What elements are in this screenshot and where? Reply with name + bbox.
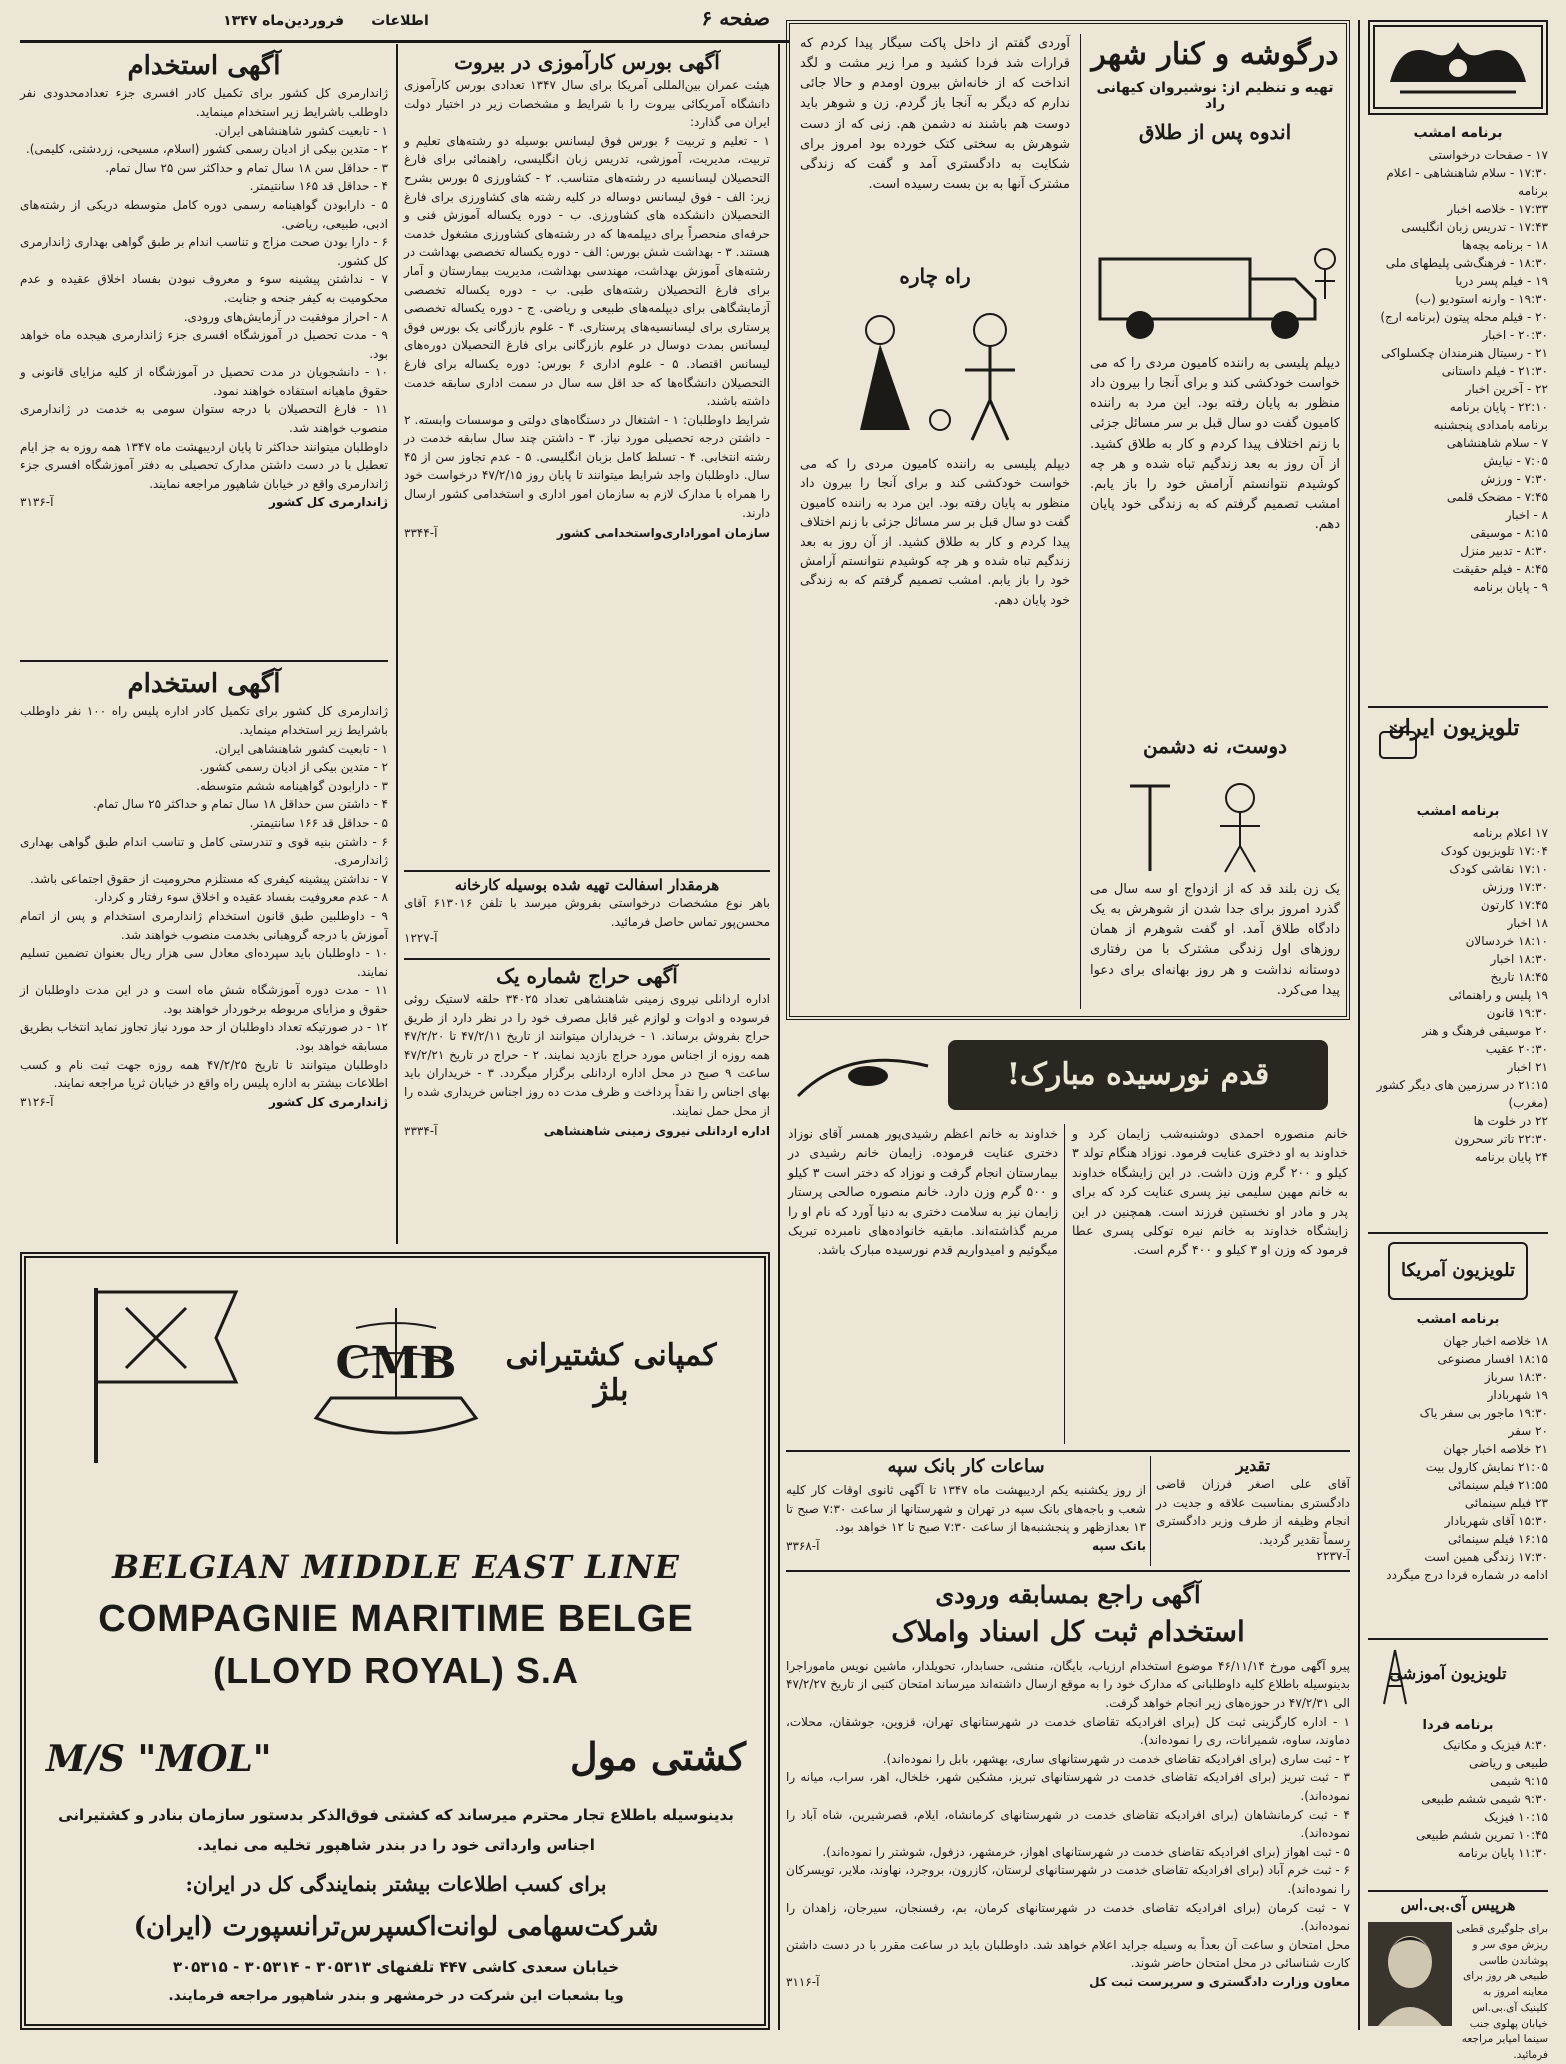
rule	[786, 1450, 1350, 1452]
commendation-text: آقای علی اصغر فرزان قاضی دادگستری بمناسبت علاقه و جدیت در انجام وظیفه از طرف وزیر دادگستری رسماً تقدیر گردید.	[1156, 1477, 1350, 1547]
bourse-title: آگهی بورس کارآموزی در بیروت	[454, 50, 720, 74]
radio-list	[1368, 146, 1548, 706]
ship-text-2: اجناس وارداتی خود را در بندر شاهپور تخلیه می نماید.	[197, 1836, 595, 1854]
births-text-left: خداوند به خانم اعظم رشیدی‌پور همسر آقای نوزاد دختری عنایت فرموده. زایمان خانم رشیدی در بیمارستان انجام گرفت و نوزاد که دختر است ۳ کیلو و ۵۰۰ گرم وزن دارد. خانم منصوره صالحی پرستار زایمان نیز به سلامت دختری به دنیا آورد که نام او را مریم گذاشته‌اند. مابقیه خانواده‌های نامبرده تبریک میگوئیم و امیدواریم قدم نورسیده مبارک باشد.	[788, 1126, 1059, 1258]
bank-sign: بانک سپه	[1092, 1538, 1146, 1553]
story2-heading	[800, 264, 1070, 298]
masthead-date-block	[22, 10, 344, 40]
job2-code: آ-۳۱۲۶	[20, 1094, 54, 1109]
job1-condition-item: ۲ - متدین بیکی از ادیان رسمی کشور (اسلام، مسیحی، زردشتی، کلیمی).	[25, 142, 388, 157]
job2-condition-item: ۲ - متدین بیکی از ادیان رسمی کشور.	[199, 760, 388, 775]
story2-title: راه چاره	[899, 264, 971, 288]
tv-third-program-item: طبیعی و ریاضی	[1469, 1756, 1548, 1770]
job1-code: آ-۳۱۳۶	[20, 495, 54, 510]
job1-condition-item: ۴ - حداقل قد ۱۶۵ سانتیمتر.	[249, 179, 388, 194]
tv-iran-logo	[1378, 714, 1538, 794]
auction-title: آگهی حراج شماره یک	[496, 964, 678, 988]
tv-america-program-item: ۱۹ شهربادار	[1487, 1388, 1548, 1402]
truck-cartoon	[1090, 229, 1340, 349]
radio-program-item: ۱۸:۳۰ - فرهنگ‌شی پلیطهای ملی	[1385, 256, 1548, 270]
masthead-date: فروردین‌ماه ۱۳۴۷	[223, 13, 344, 29]
story1-text: دیپلم پلیسی به راننده کامیون مردی را که می خواست خودکشی کند و برای آنجا را بیرون داد منظور به پایان رفته بود. این مرد به راننده کامیون گفت دو سال قبل بر سر مسائل جزئی با زنم اختلاف پیدا کردم و کار به طلاق کشید. از آن روز به بعد زندگیم تباه شده و هر چه کوشیدم نتوانستم آرامش خود را باز یابم. امشب تصمیم گرفتم که به زندگی خود پایان دهم.	[1090, 356, 1340, 533]
rule	[1368, 706, 1548, 708]
tv-america-program-item: ۲۳ فیلم سینمائی	[1464, 1496, 1548, 1510]
column-rule	[1358, 20, 1360, 2030]
bank-hours-text: از روز یکشنبه یکم اردیبهشت ماه ۱۳۴۷ تا آگهی ثانوی اوقات کار کلیه شعب و باجه‌های بانک سپه در تهران و شهرستانها از ساعت ۷:۳۰ صبح تا ۱۳ بعدازظهر و پنجشنبه‌ها از ساعت ۷:۳۰ صبح تا ۱۲ خواهد بود.	[786, 1483, 1146, 1535]
tv-radio-column	[1368, 20, 1548, 2061]
births-banner-plate	[948, 1040, 1328, 1110]
tv-third-program-item: ۱۰:۱۵ فیزیک	[1484, 1810, 1548, 1824]
radio-program-item: ۸:۴۵ - فیلم حقیقت	[1452, 562, 1548, 576]
job2-condition-item: ۱۰ - داوطلبان باید سپرده‌ای معادل سی هزار ریال بعنوان تضمین تسلیم نمایند.	[20, 946, 388, 979]
radio-program-item: ۸:۱۵ - موسیقی	[1470, 526, 1548, 540]
tv-iran-program-item: ۱۷ اعلام برنامه	[1472, 826, 1548, 840]
job1-condition-item: ۹ - مدت تحصیل در آموزشگاه افسری جزء ژاندارمری هیجده ماه خواهد بود.	[20, 328, 388, 361]
tv-america-program-item: ۱۵:۳۰ آقای شهربادار	[1444, 1514, 1548, 1528]
bourse-notice	[404, 48, 770, 868]
figure-cartoon	[1090, 776, 1340, 876]
bourse-text: ۱ - تعلیم و تربیت ۶ بورس فوق لیسانس بوسیله دو رشته‌های تعلیم و تربیت، مدیریت، آموزشی، تدریس زبان انگلیسی، راهنمائی برای فارغ التحصیلان لیسانسیه در رشته‌های متناسب. ۲ - کشاورزی ۵ بورس بشرح زیر: الف - فوق لیسانس دوساله در کلیه رشته های کشاورزی برای فارغ التحصیلان دانشکده های کشاورزی. ب - دوره یکساله آموزش فنی و حرفه‌ای منحصراً برای دیپلمه‌ها که در رشته‌های کشاورزی مشغول خدمت هستند. ۳ - بهداشت شش بورس: الف - دوره یکساله تخصصی بهداشت در رشته‌های آموزش بهداشت، مهندسی بهداشت، مدیریت بیمارستان و آمار برای فارغ التحصیلان رشته‌های طبی. ب - دوره یکساله تخصصی آزمایشگاهی برای دیپلمه‌های طبیعی و ریاضی. ج - دوره یکساله تخصصی پرستاری برای لیسانسیه‌های پرستاری. ۴ - علوم بازرگانی یک بورس فوق لیسانس بمدت دوسال در علوم بازرگانی برای فارغ التحصیلان دوره‌های لیسانس اقتصاد. ۵ - علوم اداری ۶ بورس: دوره یکساله برای فارغ التحصیلان دانشگاه‌ها که حد اقل سه سال در سمت اداری سابقه خدمت داشته باشند.	[404, 133, 770, 409]
radio-program-item: ۲۲ - آخرین اخبار	[1465, 382, 1548, 396]
job-ad-1	[20, 48, 388, 658]
births-text-right: خانم منصوره احمدی دوشنبه‌شب زایمان کرد و خداوند به او دختری عنایت فرمود. نوزاد هنگام تولد ۳ کیلو و ۲۰۰ گرم وزن داشت. در این زایشگاه خداوند به خانم مهین سلیمی نیز پسری عنایت کرد که برای پدر و مادر او نخستین فرزند است. همچنین در این زایشگاه خداوند به خانم نیره توکلی پسری عطا فرمود که وزن او ۳ کیلو و ۴۰۰ گرم است.	[1072, 1126, 1348, 1258]
ship-company-fr2: (LLOYD ROYAL) S.A	[213, 1650, 579, 1691]
radio-program-item: ۷:۳۰ - ورزش	[1480, 472, 1548, 486]
stork-icon	[788, 1036, 938, 1112]
story3-heading	[1090, 734, 1340, 774]
radio-program-item: ۱۸ - برنامه بچه‌ها	[1462, 238, 1548, 252]
tv-iran-program-item: ۲۱ اخبار	[1507, 1060, 1548, 1074]
radio-program-item: ۱۷:۳۳ - خلاصه اخبار	[1447, 202, 1548, 216]
ship-agent: شرکت‌سهامی لوانت‌اکسپرس‌ترانسپورت (ایران)	[133, 1912, 659, 1942]
job2-condition-item: ۸ - عدم معروفیت بفساد عقیده و اخلاق سوء رفتار و کردار.	[94, 890, 388, 905]
city-corner-box	[786, 20, 1350, 1020]
job1-condition-item: ۳ - حداقل سن ۱۸ سال تمام و حداکثر سن ۲۵ سال تمام.	[105, 160, 388, 175]
tv-america-list	[1368, 1332, 1548, 1632]
job1-intro: ژاندارمری کل کشور برای تکمیل کادر افسری جزء تعدادمحدودی نفر داوطلب باشرایط زیر استخدام مینماید.	[20, 86, 388, 119]
job2-condition-item: ۵ - حداقل قد ۱۶۶ سانتیمتر.	[249, 815, 388, 830]
radio-program-item: ۱۷:۴۳ - تدریس زبان انگلیسی	[1401, 220, 1548, 234]
exam-location-item: ۴ - ثبت کرمانشاهان (برای افرادیکه تقاضای خدمت در شهرستانهای کرمانشاه، ایلام، قصرشیرین، شاه آباد را نموده‌اند).	[786, 1807, 1350, 1841]
exam-footer: محل امتحان و ساعت آن بعداً به وسیله جراید اعلام خواهد شد. داوطلبان باید در ساعت مقرر با در دست داشتن کارت شناسائی در محل امتحان حاضر شوند.	[786, 1937, 1350, 1971]
exam-location-item: ۵ - ثبت اهواز (برای افرادیکه تقاضای خدمت در شهرستانهای اهواز، خرمشهر، دزفول، شوشتر را نموده‌اند).	[822, 1844, 1350, 1859]
tv-america-program-item: ۲۱:۵۵ فیلم سینمائی	[1447, 1478, 1548, 1492]
radio-program-item: ۱۷ - صفحات درخواستی	[1428, 148, 1548, 162]
job1-signature-row	[20, 495, 388, 509]
ship-company-fr: COMPAGNIE MARITIME BELGE	[98, 1598, 694, 1640]
registry-exam-notice	[786, 1578, 1350, 2028]
radio-program-item: ۱۷:۳۰ - سلام شاهنشاهی - اعلام برنامه	[1386, 166, 1548, 198]
commendation-title: تقدیر	[1235, 1456, 1271, 1475]
tv-iran-logo-text: تلویزیون ایران	[1388, 715, 1520, 741]
tv-america-program-item: ۱۸:۱۵ افسار مصنوعی	[1437, 1352, 1548, 1366]
radio-program-item: ۱۹ - فیلم پسر دریا	[1455, 274, 1548, 288]
ship-line-en: BELGIAN MIDDLE EAST LINE	[112, 1548, 680, 1586]
ship-text-1: بدینوسیله باطلاع تجار محترم میرساند که کشتی فوق‌الذکر بدستور سازمان بنادر و کشتیرانی	[58, 1806, 734, 1824]
bourse-signature-row	[404, 526, 770, 540]
tv-iran-program-item: ۲۰ موسیقی فرهنگ و هنر	[1422, 1024, 1548, 1038]
bourse-intro: هیئت عمران بین‌المللی آمریکا برای سال ۱۳۴۷ تعدادی بورس کارآموزی دانشگاه آمریکائی بیروت را با شرایط و مشخصات زیر در اختیار دولت ایران می گذارد:	[404, 78, 770, 130]
truck-cartoon-icon	[1090, 229, 1340, 349]
births-banner-title: قدم نورسیده مبارک!	[1006, 1057, 1270, 1092]
job1-condition-item: ۸ - احراز موفقیت در آزمایش‌های ورودی.	[183, 309, 388, 324]
tv-america-program-item: ۲۰ سفر	[1508, 1424, 1548, 1438]
job1-condition-item: ۷ - نداشتن پیشینه سوء و معروف نبودن بفساد اخلاق عقیده و عدم محکومیت به کیفر جنحه و جنایت.	[20, 272, 388, 305]
hair-ad	[1368, 1896, 1548, 2061]
tv-iran-program-item: ۱۷:۱۰ نقاشی کودک	[1449, 862, 1548, 876]
rule	[1368, 1232, 1548, 1234]
inner-rule	[1080, 34, 1081, 1009]
commendation-notice	[1156, 1456, 1350, 1566]
exam-title-1: آگهی راجع بمسابقه ورودی	[935, 1580, 1201, 1609]
story1-title: اندوه پس از طلاق	[1138, 120, 1292, 144]
job2-condition-item: ۶ - داشتن بنیه قوی و تندرستی کامل و تناسب اندام طبق گواهی بهداری ژاندارمری.	[20, 834, 388, 868]
couple-cartoon	[800, 300, 1070, 450]
tv-iran-header	[1368, 800, 1548, 822]
radio-program-item: ۲۰:۳۰ - اخبار	[1482, 328, 1548, 342]
shipping-ad	[20, 1252, 770, 2030]
shower-cartoon-icon	[1090, 776, 1340, 876]
tv-america-logo-text: تلویزیون آمریکا	[1400, 1260, 1515, 1281]
exam-location-item: ۳ - ثبت تبریز (برای افرادیکه تقاضای خدمت در شهرستانهای تبریز، مشکین شهر، خلخال، اهر، سراب، میانه را نموده‌اند).	[786, 1770, 1350, 1803]
radio-program-item: ۲۱:۳۰ - فیلم داستانی	[1441, 364, 1548, 378]
tv-iran-program-item: ۱۹ پلیس و راهنمائی	[1448, 988, 1548, 1002]
column-title: درگوشه و کنار شهر	[1091, 37, 1339, 72]
hair-ad-title: هرپیس آی.بی.اس	[1400, 1896, 1516, 1914]
job1-title: آگهی استخدام	[127, 51, 281, 81]
auction-notice	[404, 962, 770, 1236]
job2-intro: ژاندارمری کل کشور برای تکمیل کادر اداره پلیس راه ۱۰۰ نفر داوطلب باشرایط زیر استخدام مینماید.	[20, 704, 388, 737]
tv-iran-program-item: ۱۸:۳۰ اخبار	[1490, 952, 1548, 966]
ship-ad-header	[66, 1278, 726, 1478]
story2-continued-text: دیپلم پلیسی به راننده کامیون مردی را که می خواست خودکشی کند و برای آنجا را بیرون داد منظور به پایان رفته بود. این مرد به راننده کامیون گفت دو سال قبل بر سر مسائل جزئی با زنم اختلاف پیدا کردم و کار به طلاق کشید. از آن روز به بعد زندگیم تباه شده و هر چه کوشیدم نتوانستم آرامش خود را باز یابم. امشب تصمیم گرفتم که به زندگی خود پایان دهم.	[800, 456, 1070, 607]
radio-header	[1368, 122, 1548, 144]
column-rule	[396, 44, 398, 1244]
cmb-monogram	[296, 1298, 496, 1448]
inner-rule	[1064, 1124, 1065, 1444]
tv-iran-program-item: ۱۷:۳۰ ورزش	[1482, 880, 1548, 894]
antenna-icon	[1378, 1646, 1412, 1706]
radio-program-item: ۷ - سلام شاهنشاهی	[1446, 436, 1548, 450]
radio-program-item: برنامه بامدادی پنجشنبه	[1433, 418, 1548, 432]
story3-title: دوست، نه دشمن	[1142, 734, 1288, 758]
tv-third-program-item: ۱۰:۴۵ تمرین ششم طبیعی	[1416, 1828, 1548, 1842]
job2-condition-item: ۷ - نداشتن پیشینه کیفری که مستلزم محرومیت از حقوق اجتماعی باشد.	[29, 871, 388, 886]
portrait-photo	[1368, 1922, 1452, 2026]
tv-third-program-item: ۹:۳۰ شیمی ششم طبیعی	[1421, 1792, 1548, 1806]
radio-program-item: ۸ - اخبار	[1505, 508, 1548, 522]
cmb-monogram-text: CMB	[335, 1338, 457, 1389]
bourse-code: آ-۳۳۴۴	[404, 526, 438, 541]
auction-signature-row	[404, 1124, 770, 1138]
tv-third-header-text: برنامه فردا	[1422, 1718, 1494, 1733]
ship-vessel-en: M/S "MOL"	[46, 1738, 272, 1780]
exam-title-2: استخدام ثبت کل اسناد واملاک	[891, 1614, 1245, 1648]
job2-list	[20, 740, 388, 1056]
exam-location-item: ۷ - ثبت کرمان (برای افرادیکه تقاضای خدمت در شهرستانهای کرمان، بم، رفسنجان، سیرجان، زاهدان را نموده‌اند).	[786, 1900, 1350, 1934]
tv-iran-program-item: ۲۰:۳۰ عقیب	[1485, 1042, 1548, 1056]
tv-third-program-item: ۸:۳۰ فیزیک و مکانیک	[1442, 1738, 1548, 1752]
tv-america-logo	[1388, 1242, 1528, 1300]
bank-hours-notice	[786, 1456, 1146, 1566]
asphalt-title: هرمقدار اسفالت تهیه شده بوسیله کارخانه	[454, 876, 720, 894]
tv-iran-program-item: ۱۷:۰۴ تلویزیون کودک	[1440, 844, 1548, 858]
tv-third-program-item: ۹:۱۵ شیمی	[1490, 1774, 1548, 1788]
exam-sign: معاون وزارت دادگستری و سرپرست ثبت کل	[1089, 1974, 1350, 1989]
tv-iran-program-item: ۲۱:۱۵ در سرزمین های دیگر کشور (مغرب)	[1376, 1078, 1548, 1110]
exam-location-item: ۱ - اداره کارگزینی ثبت کل (برای افرادیکه تقاضای خدمت در شهرستانهای تهران، قزوین، جوشقان، محلات، دماوند، ساوه، شمیرانات، ری را نموده‌اند).	[786, 1714, 1350, 1748]
job2-signature-row	[20, 1095, 388, 1109]
tv-iran-program-item: ۲۲ در خلوت ها	[1473, 1114, 1548, 1128]
tv-iran-program-item: ۲۴ پایان برنامه	[1474, 1150, 1548, 1164]
job1-footer: داوطلبان میتوانند حداکثر تا پایان اردیبهشت ماه ۱۳۴۷ همه روزه به جز ایام تعطیل با در دست داشتن مدارک تحصیلی به دفتر آموزشگاه افسری جزء ژاندارمری واقع در خیابان شاهپور مراجعه نمایند.	[20, 439, 388, 491]
tv-iran-list	[1368, 824, 1548, 1230]
tv-iran-program-item: ۱۷:۴۵ کارتون	[1480, 898, 1548, 912]
radio-program-item: ۲۱ - رسیتال هنرمندان چکسلواکی	[1381, 346, 1548, 360]
radio-program-item: ۱۹:۳۰ - وارنه استودیو (ب)	[1415, 292, 1548, 306]
rule	[786, 1570, 1350, 1572]
hair-ad-text: برای جلوگیری قطعی ریزش موی سر و پوشاندن طاسی طبیعی هر روز برای معاینه امروز به کلینیک آی.بی.اس خیابان پهلوی جنب سینما امپایر مراجعه فرمائید.	[1456, 1923, 1548, 2061]
bank-code: آ-۳۳۶۸	[786, 1538, 820, 1553]
job2-title: آگهی استخدام	[127, 669, 281, 699]
radio-logo	[1368, 20, 1548, 115]
job1-condition-item: ۶ - دارا بودن صحت مزاج و تناسب اندام بر طبق گواهی بهداری ژاندارمری کل کشور.	[20, 235, 388, 268]
rule	[404, 870, 770, 872]
ship-company-fa: کمپانی کشتیرانی بلژ	[505, 1338, 717, 1408]
tv-third-list	[1368, 1736, 1548, 1886]
column-byline: تهیه و تنظیم از: نوشیروان کیهانی راد	[1096, 80, 1334, 112]
asphalt-text: باهر نوع مشخصات درخواستی بفروش میرسد با تلفن ۶۱۳۰۱۶ آقای محسن‌پور تماس حاصل فرمائید.	[404, 896, 770, 929]
tv-america-program-item: ۲۱:۰۵ نمایش کارول بیت	[1425, 1460, 1548, 1474]
job1-sign: ژاندارمری کل کشور	[268, 495, 388, 510]
tv-third-program-item: ۱۱:۳۰ پایان برنامه	[1457, 1846, 1548, 1860]
job1-condition-item: ۱۰ - دانشجویان در مدت تحصیل در آموزشگاه از کلیه مزایای قانونی و حقوق ماهیانه استفاده خواهند نمود.	[20, 365, 388, 398]
masthead-page: صفحه ۶	[701, 6, 770, 30]
rule	[20, 660, 388, 662]
job1-list	[20, 122, 388, 438]
bourse-sign: سازمان اموراداری‌واستخدامی کشور	[556, 526, 770, 541]
job2-footer: داوطلبان میتوانند تا تاریخ ۴۷/۲/۲۵ همه روزه جهت ثبت نام و کسب اطلاعات بیشتر به اداره پلیس راه واقع در خیابان ثریا مراجعه نمایند.	[20, 1057, 388, 1091]
auction-sign: اداره اردانلی نیروی زمینی شاهنشاهی	[543, 1124, 770, 1139]
masthead-paper-block	[330, 10, 470, 40]
masthead-page-block	[470, 6, 770, 40]
job1-condition-item: ۵ - دارابودن گواهینامه رسمی دوره کامل متوسطه دریکی از رشته‌های ادبی، طبیعی، ریاضی.	[20, 197, 388, 231]
story3-text: یک زن بلند قد که از ازدواج او سه سال می گذرد امروز برای جدا شدن از شوهرش به یک دادگاه طلاق آمد. او گفت شوهرم از همان روزهای اول زندگی مشترک با من رفتاری دوستانه نداشت و هر روز بهانه‌ای برای دعوا پیدا می‌کرد.	[1090, 882, 1340, 998]
auction-text: اداره اردانلی نیروی زمینی شاهنشاهی تعداد ۳۴۰۲۵ حلقه لاستیک روئی فرسوده و ادوات و لوازم غیر قابل مصرف خود را در نظر دارد از طریق حراج بفروش برساند. ۱ - خریداران میتوانند از تاریخ ۴۷/۲/۱۱ تا ۴۷/۲/۲۰ همه روزه از اجناس مورد حراج بازدید نمایند. ۲ - حراج در تاریخ ۴۷/۲/۲۱ ساعت ۹ صبح در محل اداره اردانلی برگزار میگردد. ۳ - خریداران باید بهای اجناس را نقداً پرداخت و ظرف مدت ده روز اجناس خریداری شده را از محل حمل نمایند.	[404, 992, 771, 1118]
auction-code: آ-۳۳۳۴	[404, 1124, 438, 1139]
tv-america-program-item: ۱۷:۳۰ زندگی همین است	[1424, 1550, 1548, 1564]
tv-america-header	[1368, 1308, 1548, 1330]
ship-vessel-fa: کشتی مول	[570, 1734, 746, 1779]
tv-america-program-item: ۱۹:۳۰ ماجور بی سفر یاک	[1419, 1406, 1548, 1420]
masthead-rule	[20, 40, 790, 43]
job2-condition-item: ۴ - داشتن سن حداقل ۱۸ سال تمام و حداکثر ۲۵ سال تمام.	[92, 797, 388, 812]
radio-program-item: ۲۰ - فیلم محله پیتون (برنامه ارج)	[1380, 310, 1548, 324]
couple-cartoon-icon	[800, 300, 1070, 450]
bank-hours-title: ساعات کار بانک سپه	[887, 1456, 1045, 1477]
radio-header-text: برنامه امشب	[1413, 125, 1503, 141]
masthead-paper: اطلاعات	[371, 13, 429, 29]
job1-condition-item: ۱۱ - فارغ التحصیلان با درجه ستوان سومی به خدمت در ژاندارمری منصوب خواهند شد.	[20, 402, 388, 436]
rule	[1368, 1890, 1548, 1892]
tv-iran-program-item: ۱۸:۱۰ خردسالان	[1465, 934, 1548, 948]
story2-text: آوردی گفتم از داخل پاکت سیگار پیدا کردم که قرارات شد فردا کشید و مرا زیر مشت و لگد انداخت که از خانه‌اش بیرون اومدم و حالا جائی ندارم که دیگر به آنجا باز گردم. زن و شوهر باید دوست هم باشند نه دشمن هم. زنی که از دست شوهرش به سختی کتک خورده بود امروز برای شکایت به دادگستری آمد و گفت که زندگی مشترک آنها به بن بست رسیده است.	[800, 36, 1070, 192]
job1-condition-item: ۱ - تابعیت کشور شاهنشاهی ایران.	[214, 123, 388, 138]
commendation-code: آ-۲۲۳۷	[1316, 1549, 1350, 1564]
exam-code: آ-۳۱۱۶	[786, 1974, 820, 1989]
ship-info: برای کسب اطلاعات بیشتر بنمایندگی کل در ایران:	[185, 1872, 607, 1896]
tv-america-program-item: ۱۸:۳۰ سرباز	[1484, 1370, 1548, 1384]
asphalt-code: آ-۱۲۲۷	[404, 931, 438, 946]
ship-address: خیابان سعدی کاشی ۴۴۷ تلفنهای ۳۰۵۳۱۳ - ۳۰۵۳۱۴ - ۳۰۵۳۱۵	[172, 1958, 620, 1976]
job2-condition-item: ۱۲ - در صورتیکه تعداد داوطلبان از حد مورد نیاز تجاوز نماید انتخاب بطریق مسابقه خواهد بود.	[20, 1020, 388, 1054]
rule	[1368, 1638, 1548, 1640]
job2-condition-item: ۹ - داوطلبین طبق قانون استخدام ژاندارمری استخدام و پس از اتمام آموزش با درجه گروهبانی بخدمت منصوب خواهند شد.	[20, 908, 388, 942]
job2-sign: ژاندارمری کل کشور	[268, 1094, 388, 1109]
asphalt-notice	[404, 876, 770, 956]
rule	[404, 958, 770, 960]
tv-iran-header-text: برنامه امشب	[1416, 804, 1500, 819]
radio-program-item: ۷:۰۵ - نیایش	[1483, 454, 1548, 468]
television-icon	[1378, 724, 1418, 764]
exam-intro: پیرو آگهی مورخ ۴۶/۱۱/۱۴ موضوع استخدام ارزیاب، بایگان، منشی، حسابدار، تحویلدار، ماشین نویس ماموراجرا بدینوسیله باطلاع کلیه داوطلبانی که مدارک خود را به موقع ارسال داشته‌اند میرساند امتحان کتبی از تاریخ ۴۷/۲/۲۷ الی ۴۷/۲/۳۱ در حوزه‌های زیر انجام خواهد گرفت.	[786, 1658, 1351, 1710]
tv-third-header	[1368, 1714, 1548, 1734]
births-banner	[788, 1036, 1348, 1116]
tv-third-logo	[1378, 1644, 1538, 1710]
inner-rule	[1150, 1456, 1151, 1566]
radio-program-item: ۹ - پایان برنامه	[1473, 580, 1548, 594]
column-heading	[1090, 34, 1340, 144]
tv-america-header-text: برنامه امشب	[1416, 1312, 1500, 1327]
tv-iran-program-item: ۱۸:۴۵ تاریخ	[1490, 970, 1548, 984]
exam-signature-row	[786, 1975, 1350, 1989]
radio-program-item: ۲۲:۱۰ - پایان برنامه	[1449, 400, 1548, 414]
exam-location-item: ۶ - ثبت خرم آباد (برای افرادیکه تقاضای خدمت در شهرستانهای لرستان، کازرون، بروجرد، نهاوند، ملایر، تویسرکان را نموده‌اند).	[786, 1863, 1350, 1896]
tv-iran-program-item: ۱۹:۳۰ قانون	[1486, 1006, 1548, 1020]
portrait-icon	[1368, 1922, 1452, 2026]
ship-branches: ویا بشعبات این شرکت در خرمشهر و بندر شاهپور مراجعه فرمایند.	[168, 1988, 624, 2004]
tv-america-program-item: ۱۸ خلاصه اخبار جهان	[1443, 1334, 1548, 1348]
job2-condition-item: ۱۱ - مدت دوره آموزشگاه شش ماه است و در این مدت داوطلبان از حقوق و مزایای مربوطه برخوردار خواهند بود.	[20, 983, 388, 1016]
lion-emblem-icon	[1370, 22, 1546, 112]
bourse-conditions: شرایط داوطلبان: ۱ - اشتغال در دستگاه‌های دولتی و موسسات وابسته. ۲ - داشتن درجه تحصیلی مورد نیاز. ۳ - داشتن چند سال سابقه خدمت در رشته انتخابی. ۴ - تسلط کامل بزبان انگلیسی. ۵ - عدم تجاوز سن از ۴۵ سال. داوطلبان واجد شرایط میتوانند تا پایان روز ۴۷/۲/۱۵ درخواست خود را همراه با مدارک لازم به سازمان امور اداری و استخدامی کشور ارسال دارند.	[404, 412, 770, 520]
exam-list	[786, 1713, 1350, 1936]
flag-icon	[66, 1278, 266, 1468]
tv-iran-program-item: ۱۸ اخبار	[1507, 916, 1548, 930]
job2-condition-item: ۱ - تابعیت کشور شاهنشاهی ایران.	[214, 741, 388, 756]
exam-location-item: ۲ - ثبت ساری (برای افرادیکه تقاضای خدمت در شهرستانهای ساری، بهشهر، بابل را نموده‌اند).	[882, 1751, 1350, 1766]
radio-program-item: ۷:۴۵ - مضحک قلمی	[1446, 490, 1548, 504]
job2-condition-item: ۳ - دارابودن گواهینامه ششم متوسطه.	[196, 778, 388, 793]
column-rule	[778, 44, 780, 2030]
tv-iran-program-item: ۲۲:۳۰ تاتر سحرون	[1454, 1132, 1548, 1146]
tv-america-program-item: ۱۶:۱۵ فیلم سینمائی	[1447, 1532, 1548, 1546]
tv-america-program-item: ۲۱ خلاصه اخبار جهان	[1443, 1442, 1548, 1456]
radio-program-item: ۸:۳۰ - تدبیر منزل	[1460, 544, 1548, 558]
tv-america-program-item: ادامه در شماره فردا درج میگردد	[1386, 1568, 1548, 1582]
tv-third-logo-text: تلویزیون آموزشی	[1389, 1664, 1507, 1683]
job-ad-2	[20, 666, 388, 1244]
